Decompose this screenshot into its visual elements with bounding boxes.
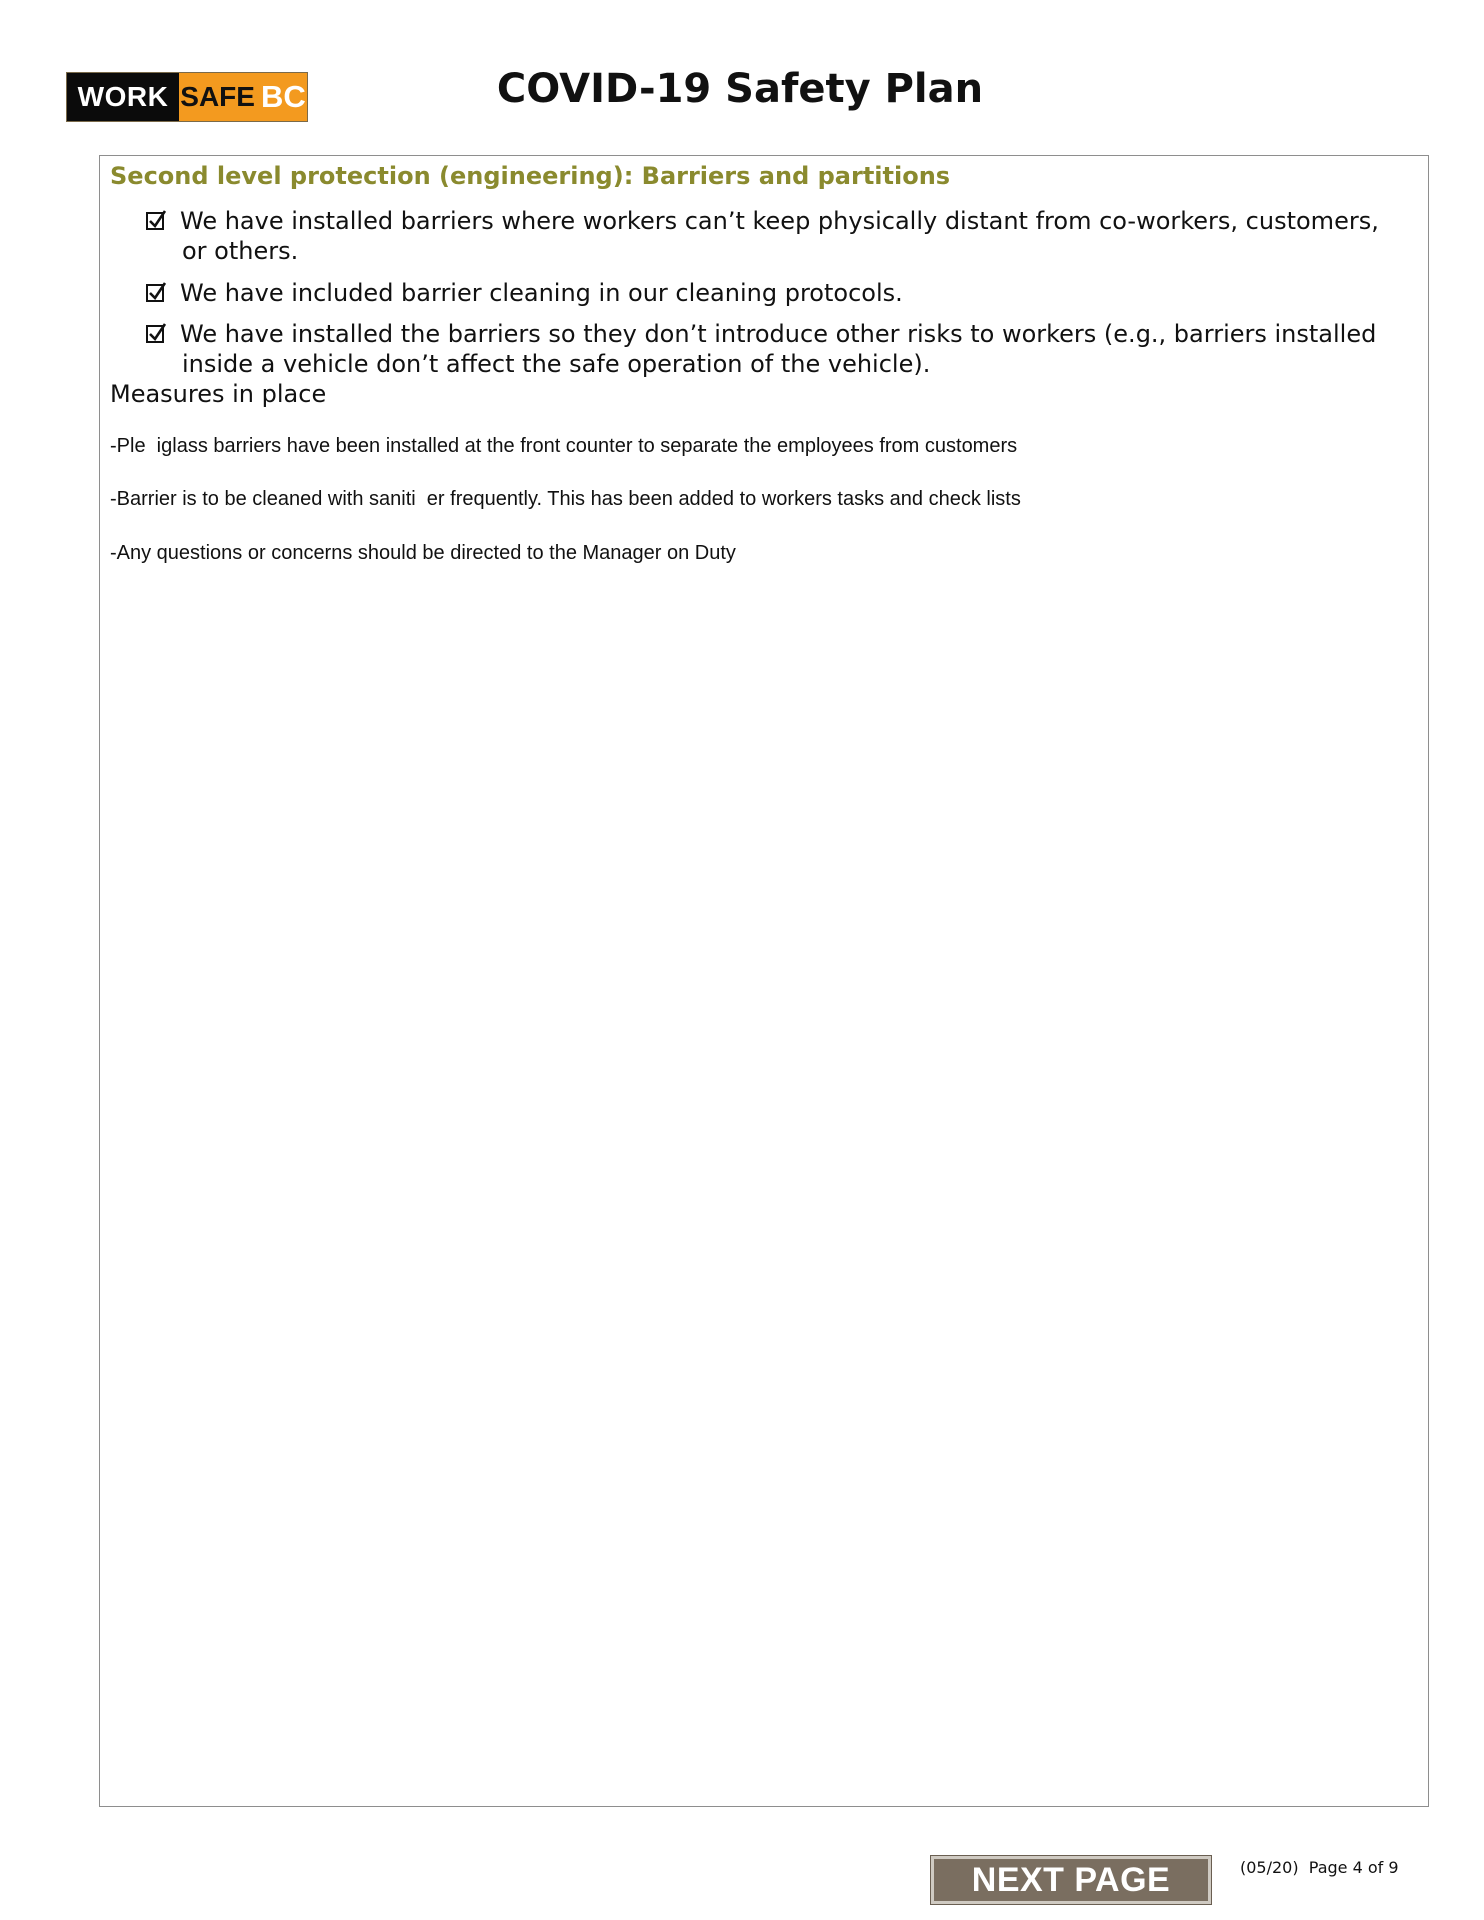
checklist-item-text: We have installed the barriers so they don’t introduce other risks to workers (e.g., barriers installed [180,320,1377,348]
checkbox-checked-icon[interactable] [146,284,164,302]
checklist-item-text-continued: inside a vehicle don’t affect the safe operation of the vehicle). [182,350,931,378]
content-frame [99,155,1429,1807]
measures-in-place-label: Measures in place [110,380,327,408]
page-footer-info [1240,1858,1399,1877]
checklist-item-text: We have included barrier cleaning in our cleaning protocols. [180,279,903,307]
next-page-button[interactable]: NEXT PAGE [931,1856,1211,1904]
measure-entry: -Barrier is to be cleaned with saniti er frequently. This has been added to workers tasks and check lists [110,488,1021,510]
checklist-item-text: We have installed barriers where workers can’t keep physically distant from co-workers, customers, [180,207,1379,235]
checklist-item-no-new-risks [146,319,1416,379]
checklist-item-barrier-cleaning [146,278,1416,308]
logo-bc-text: BC [260,79,306,114]
worksafebc-logo [66,72,308,122]
document-title: COVID-19 Safety Plan [496,66,984,112]
checkbox-checked-icon[interactable] [146,325,164,343]
logo-safe-text: SAFE [180,81,255,112]
measure-entry: -Any questions or concerns should be directed to the Manager on Duty [110,542,736,564]
checklist-item-barriers-installed [146,206,1416,266]
section-heading: Second level protection (engineering): Barriers and partitions [110,162,951,190]
revision-date: (05/20) [1240,1858,1299,1877]
logo-work-text: WORK [67,73,179,121]
page-number: Page 4 of 9 [1308,1858,1399,1877]
checkbox-checked-icon[interactable] [146,212,164,230]
measure-entry: -Ple iglass barriers have been installed at the front counter to separate the employees from customers [110,435,1018,457]
checklist-item-text-continued: or others. [182,237,299,265]
